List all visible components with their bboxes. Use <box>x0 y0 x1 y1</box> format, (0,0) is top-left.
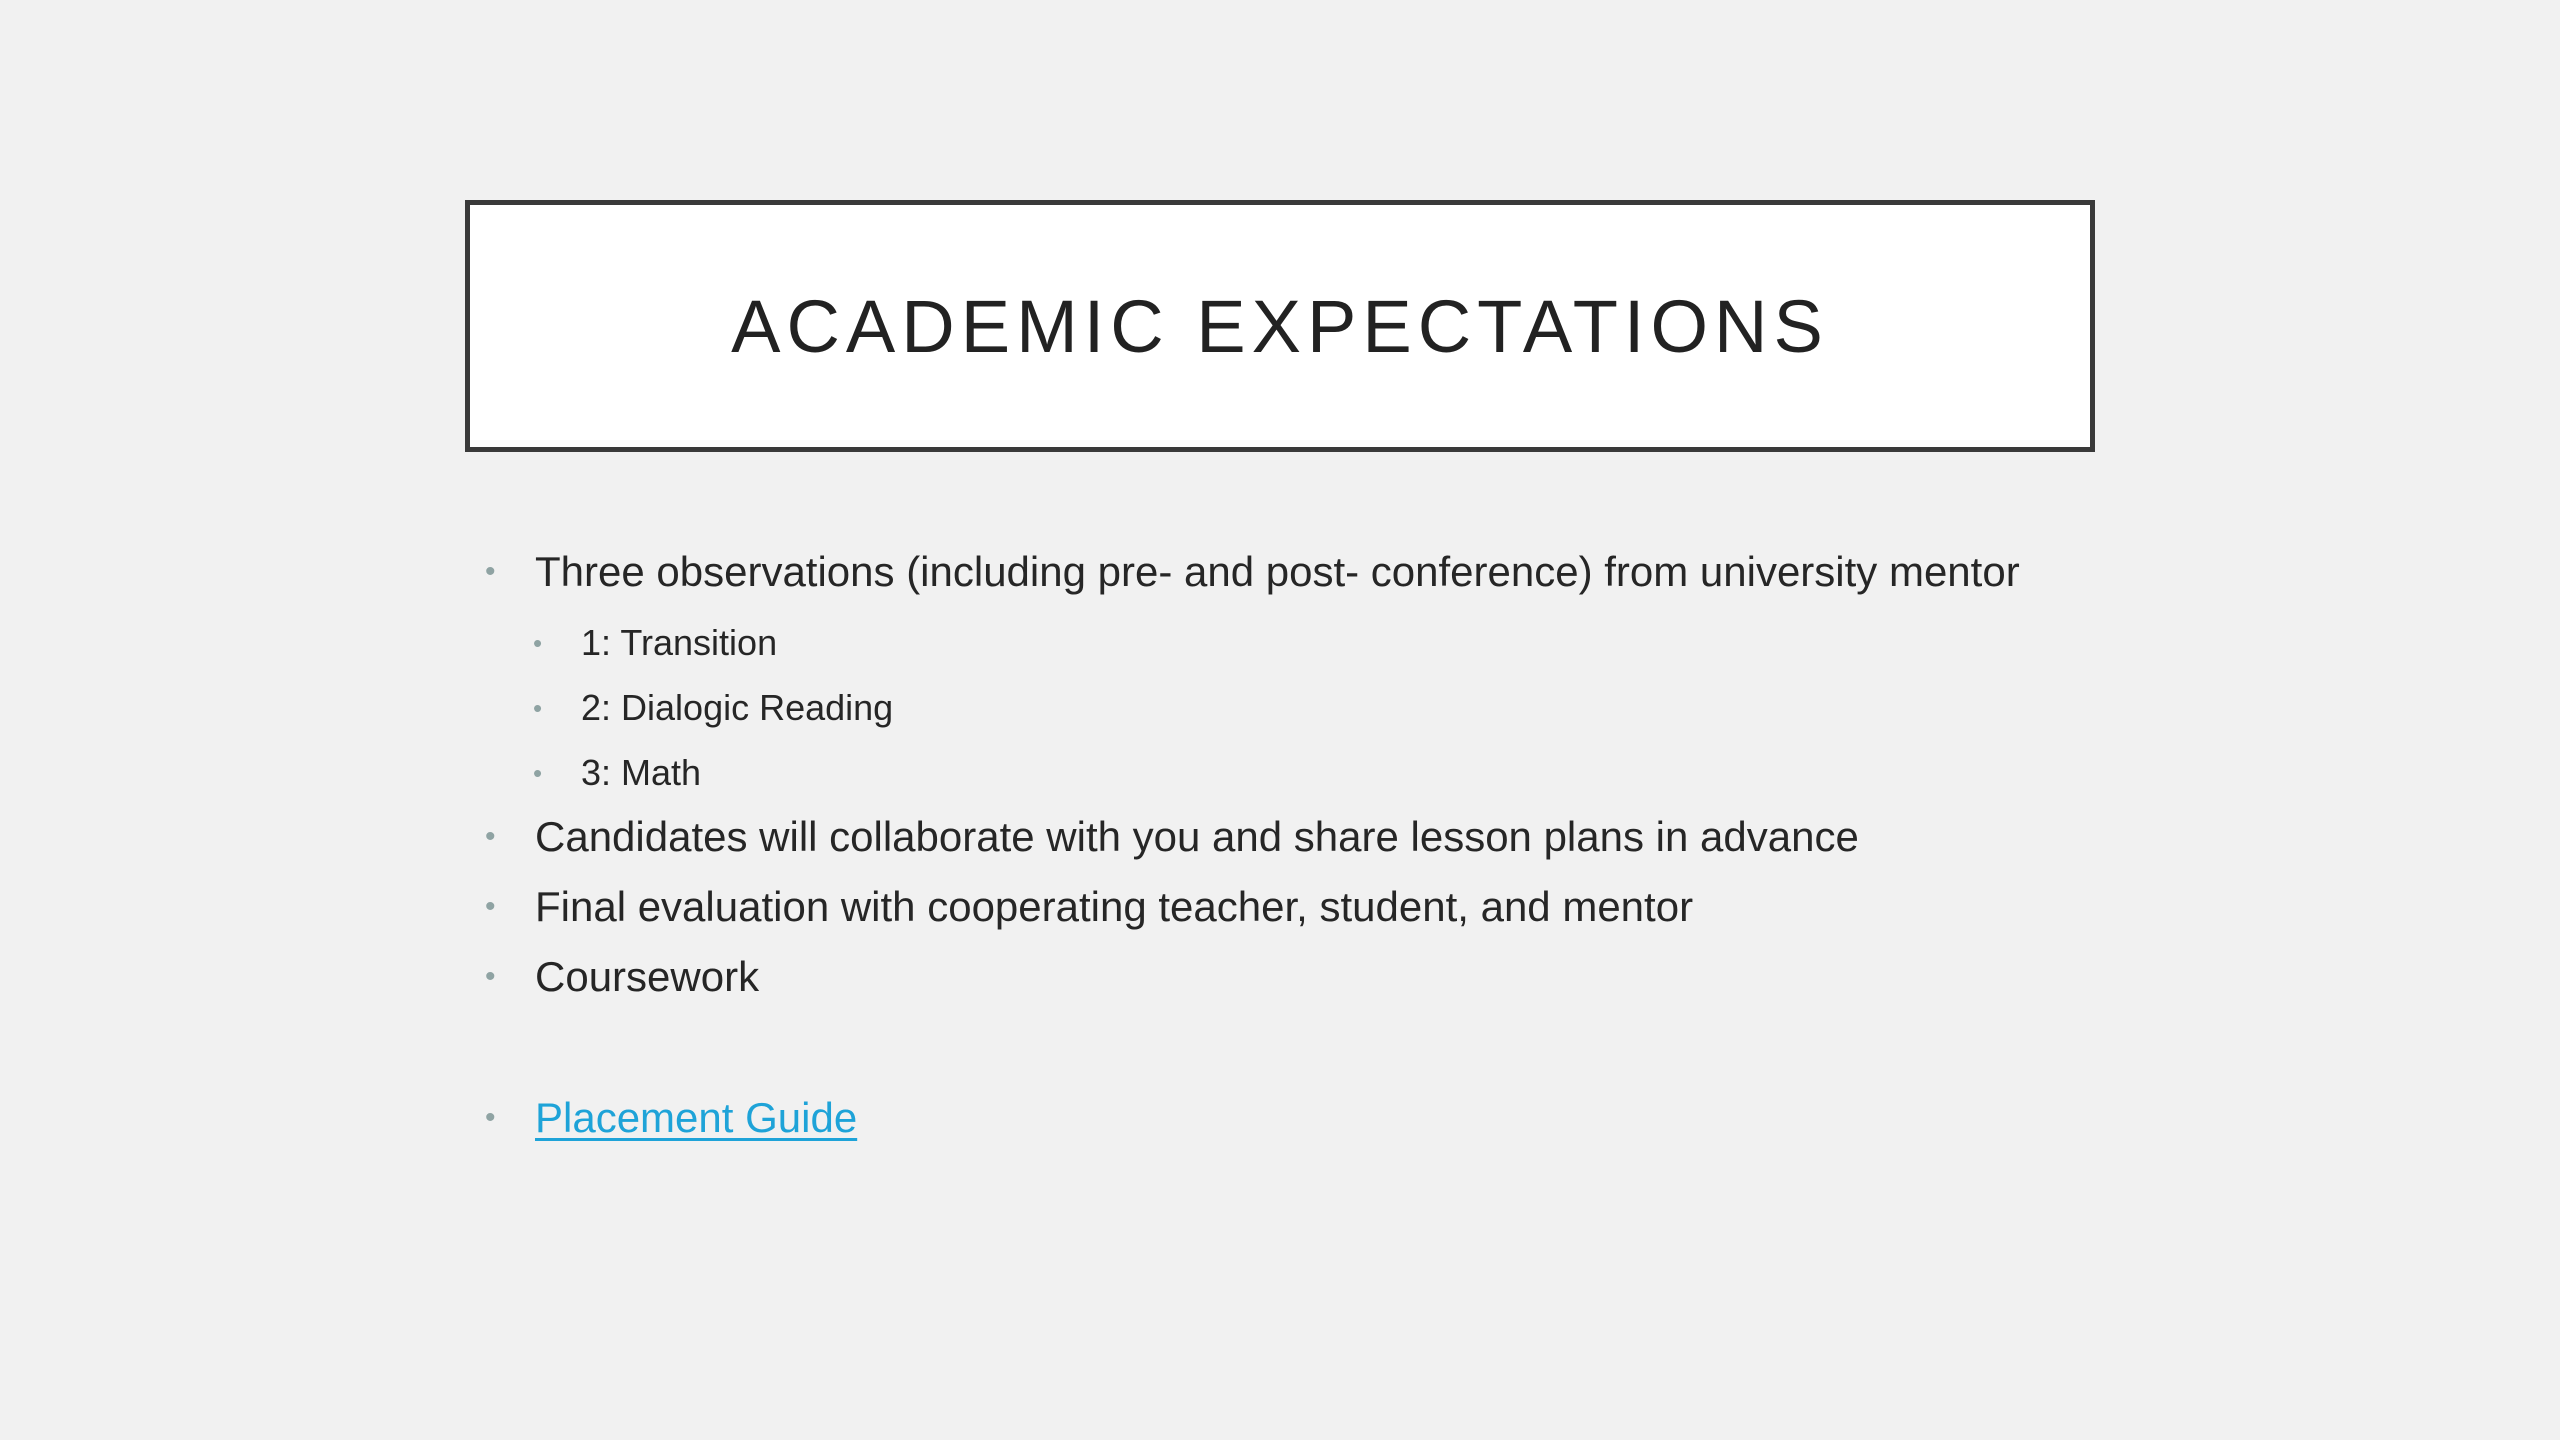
bullet-icon: • <box>485 890 496 923</box>
bullet-item-coursework <box>485 953 759 1001</box>
bullet-icon: • <box>485 555 496 588</box>
bullet-text: Candidates will collaborate with you and share lesson plans in advance <box>535 813 1859 860</box>
bullet-text: Coursework <box>535 953 760 1000</box>
bullet-text: Final evaluation with cooperating teacher, student, and mentor <box>535 883 1694 930</box>
bullet-text: 2: Dialogic Reading <box>581 687 894 728</box>
bullet-text: 1: Transition <box>581 622 778 663</box>
title-box <box>465 200 2095 452</box>
placement-guide-link[interactable]: Placement Guide <box>535 1094 858 1141</box>
bullet-item-observations <box>485 548 2020 596</box>
bullet-icon: • <box>485 960 496 993</box>
bullet-item-candidates <box>485 813 1859 861</box>
bullet-text: Three observations (including pre- and post- conference) from university mentor <box>535 548 2020 595</box>
bullet-text: 3: Math <box>581 752 702 793</box>
bullet-icon: • <box>533 692 543 723</box>
bullet-icon: • <box>485 1101 496 1134</box>
bullet-icon: • <box>533 627 543 658</box>
sub-bullet-item-dialogic-reading <box>485 687 893 729</box>
bullet-icon: • <box>533 757 543 788</box>
slide-title: ACADEMIC EXPECTATIONS <box>731 284 1829 368</box>
bullet-item-placement-guide <box>485 1094 857 1142</box>
sub-bullet-item-transition <box>485 622 777 664</box>
bullet-item-final-evaluation <box>485 883 1693 931</box>
sub-bullet-item-math <box>485 752 701 794</box>
bullet-icon: • <box>485 820 496 853</box>
